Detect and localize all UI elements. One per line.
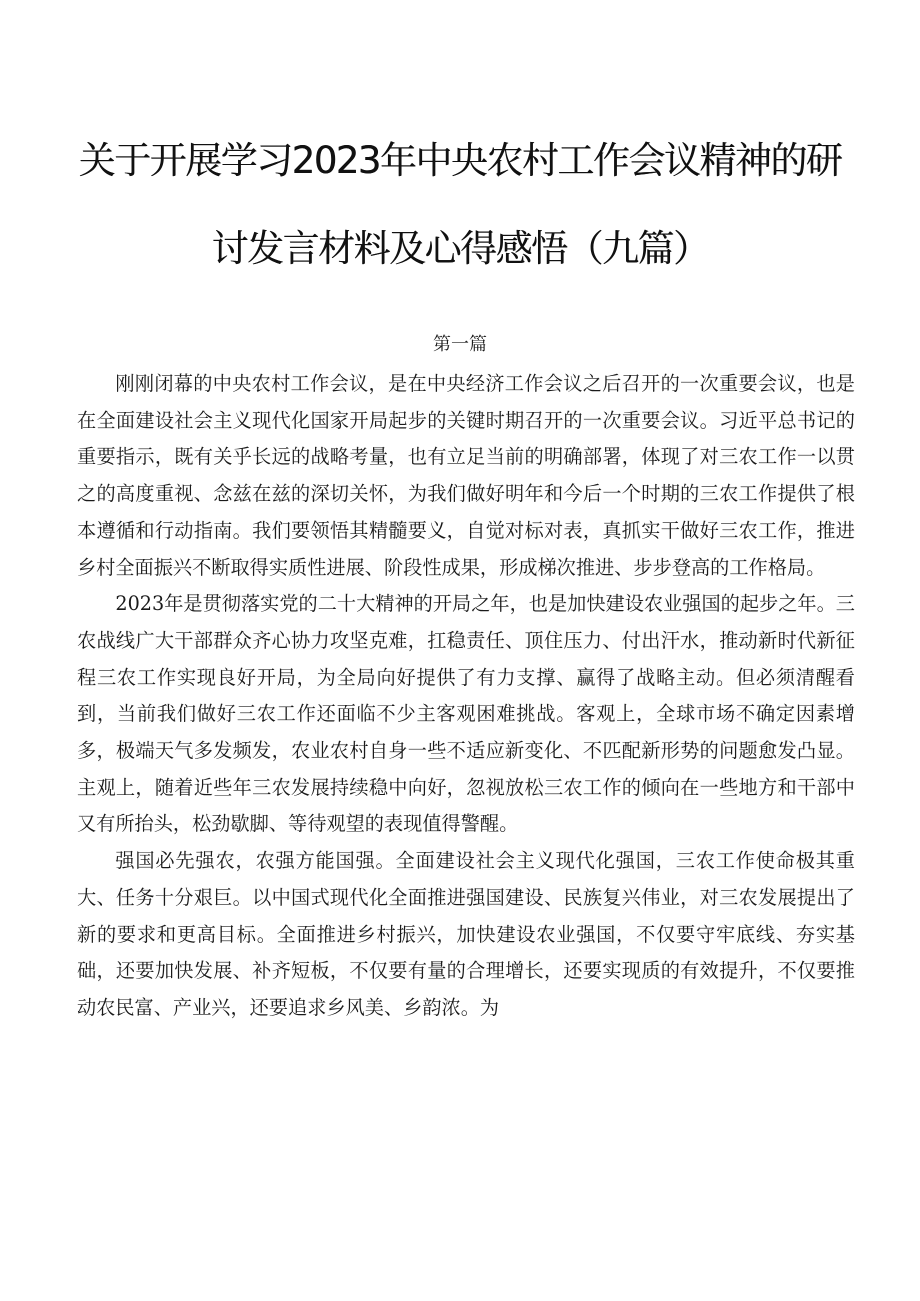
paragraph-2: 2023年是贯彻落实党的二十大精神的开局之年，也是加快建设农业强国的起步之年。三农战线广大干部群众齐心协力攻坚克难，扛稳责任、顶住压力、付出汗水，推动新时代新征程三农工作实现良好开局，为全局向好提供了有力支撑、赢得了战略主动。但必须清醒看到，当前我们做好三农工作还面临不少主客观困难挑战。客观上，全球市场不确定因素增多，极端天气多发频发，农业农村自身一些不适应新变化、不匹配新形势的问题愈发凸显。主观上，随着近些年三农发展持续稳中向好，忽视放松三农工作的倾向在一些地方和干部中又有所抬头，松劲歇脚、等待观望的表现值得警醒。 bbox=[77, 592, 855, 836]
document-body bbox=[77, 366, 855, 1027]
paragraph-1: 刚刚闭幕的中央农村工作会议，是在中央经济工作会议之后召开的一次重要会议，也是在全面建设社会主义现代化国家开局起步的关键时期召开的一次重要会议。习近平总书记的重要指示，既有关乎长远的战略考量，也有立足当前的明确部署，体现了对三农工作一以贯之的高度重视、念兹在兹的深切关怀，为我们做好明年和今后一个时期的三农工作提供了根本遵循和行动指南。我们要领悟其精髓要义，自觉对标对表，真抓实干做好三农工作，推进乡村全面振兴不断取得实质性进展、阶段性成果，形成梯次推进、步步登高的工作格局。 bbox=[77, 372, 855, 579]
paragraph-3: 强国必先强农，农强方能国强。全面建设社会主义现代化强国，三农工作使命极其重大、任务十分艰巨。以中国式现代化全面推进强国建设、民族复兴伟业，对三农发展提出了新的要求和更高目标。全面推进乡村振兴，加快建设农业强国，不仅要守牢底线、夯实基础，还要加快发展、补齐短板，不仅要有量的合理增长，还要实现质的有效提升，不仅要推动农民富、产业兴，还要追求乡风美、乡韵浓。为 bbox=[77, 849, 855, 1019]
section-heading: 第一篇 bbox=[433, 334, 487, 355]
document-title-line-2: 讨发言材料及心得感悟（九篇） bbox=[211, 227, 709, 270]
document-title-line-1: 关于开展学习2023年中央农村工作会议精神的研 bbox=[78, 139, 842, 182]
